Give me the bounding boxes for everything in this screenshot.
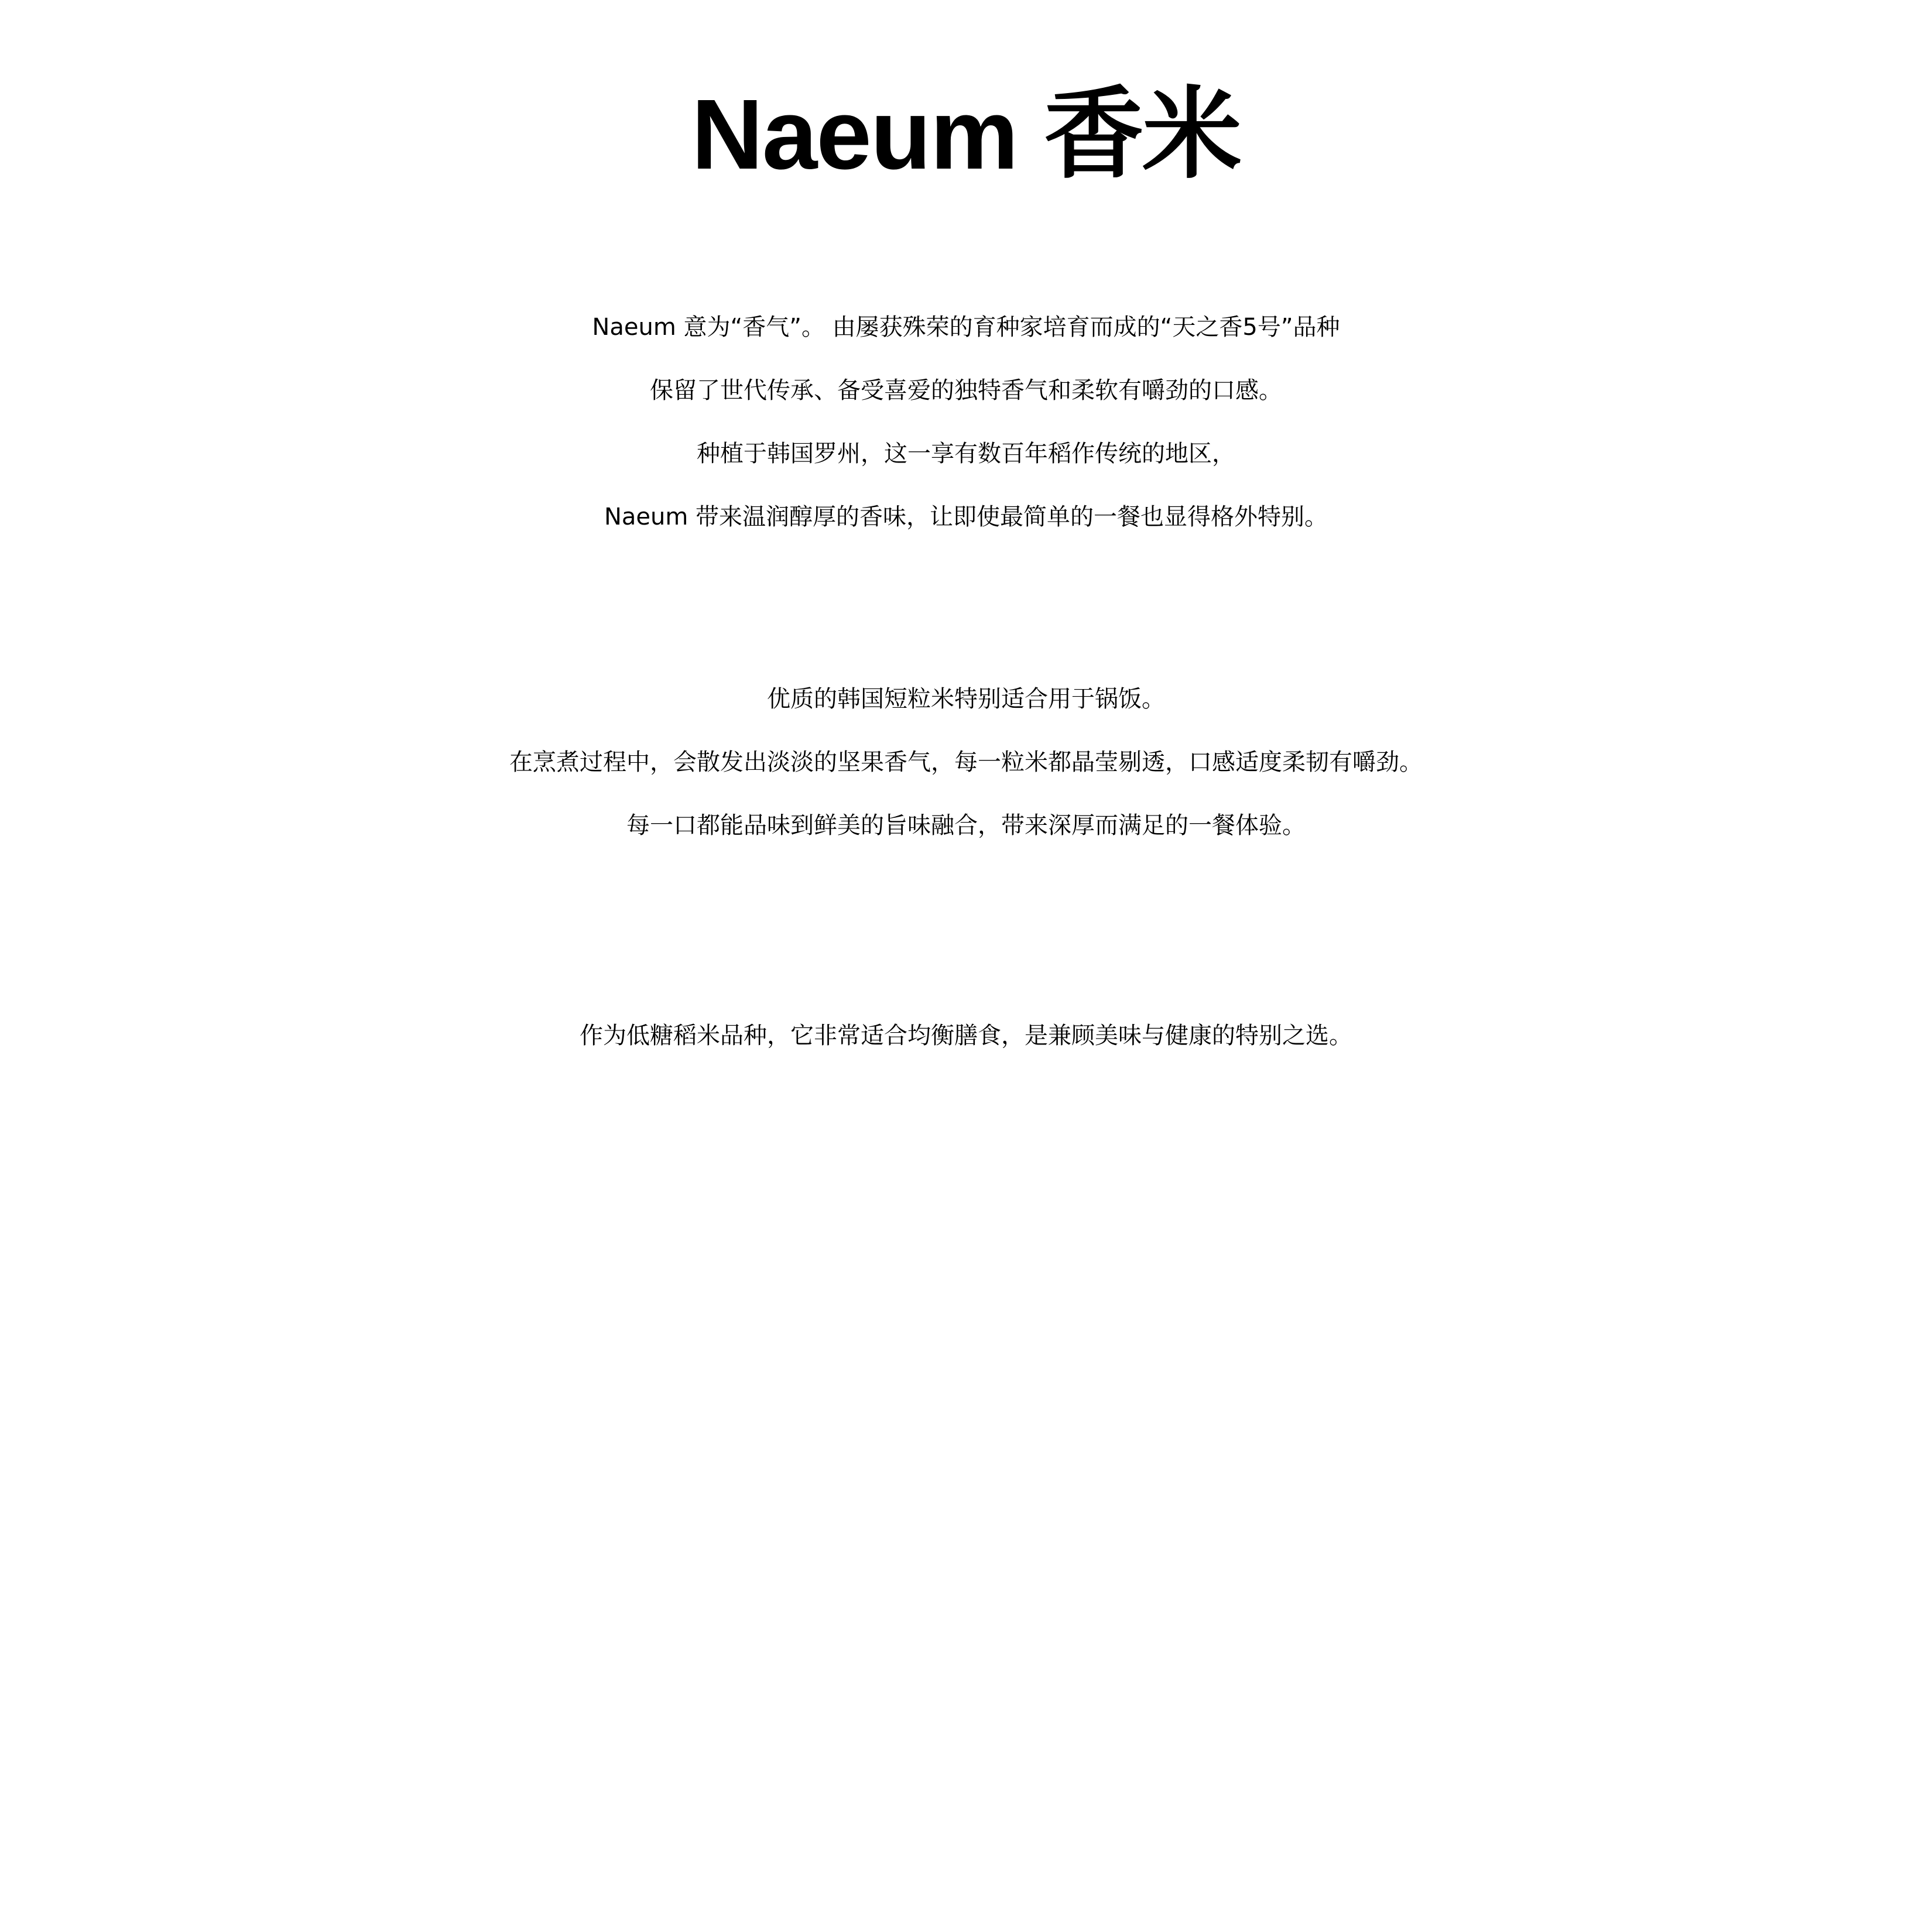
paragraph-line: 种植于韩国罗州，这一享有数百年稻作传统的地区， — [697, 440, 1235, 467]
page-title: Naeum 香米 — [691, 79, 1241, 190]
paragraph-line: 在烹煮过程中，会散发出淡淡的坚果香气，每一粒米都晶莹剔透，口感适度柔韧有嚼劲。 — [509, 749, 1423, 776]
cooking-paragraph — [0, 667, 1932, 857]
paragraph-line: 每一口都能品味到鲜美的旨味融合，带来深厚而满足的一餐体验。 — [626, 812, 1306, 839]
paragraph-line: 作为低糖稻米品种，它非常适合均衡膳食，是兼顾美味与健康的特别之选。 — [580, 1022, 1352, 1049]
paragraph-line: 保留了世代传承、备受喜爱的独特香气和柔软有嚼劲的口感。 — [650, 377, 1282, 404]
health-paragraph — [0, 1004, 1932, 1067]
intro-paragraph — [0, 296, 1932, 549]
paragraph-line: Naeum 带来温润醇厚的香味，让即使最简单的一餐也显得格外特别。 — [604, 503, 1328, 530]
paragraph-line: 优质的韩国短粒米特别适合用于锅饭。 — [767, 686, 1165, 712]
paragraph-line: Naeum 意为“香气”。 由屡获殊荣的育种家培育而成的“天之香5号”品种 — [592, 314, 1340, 341]
